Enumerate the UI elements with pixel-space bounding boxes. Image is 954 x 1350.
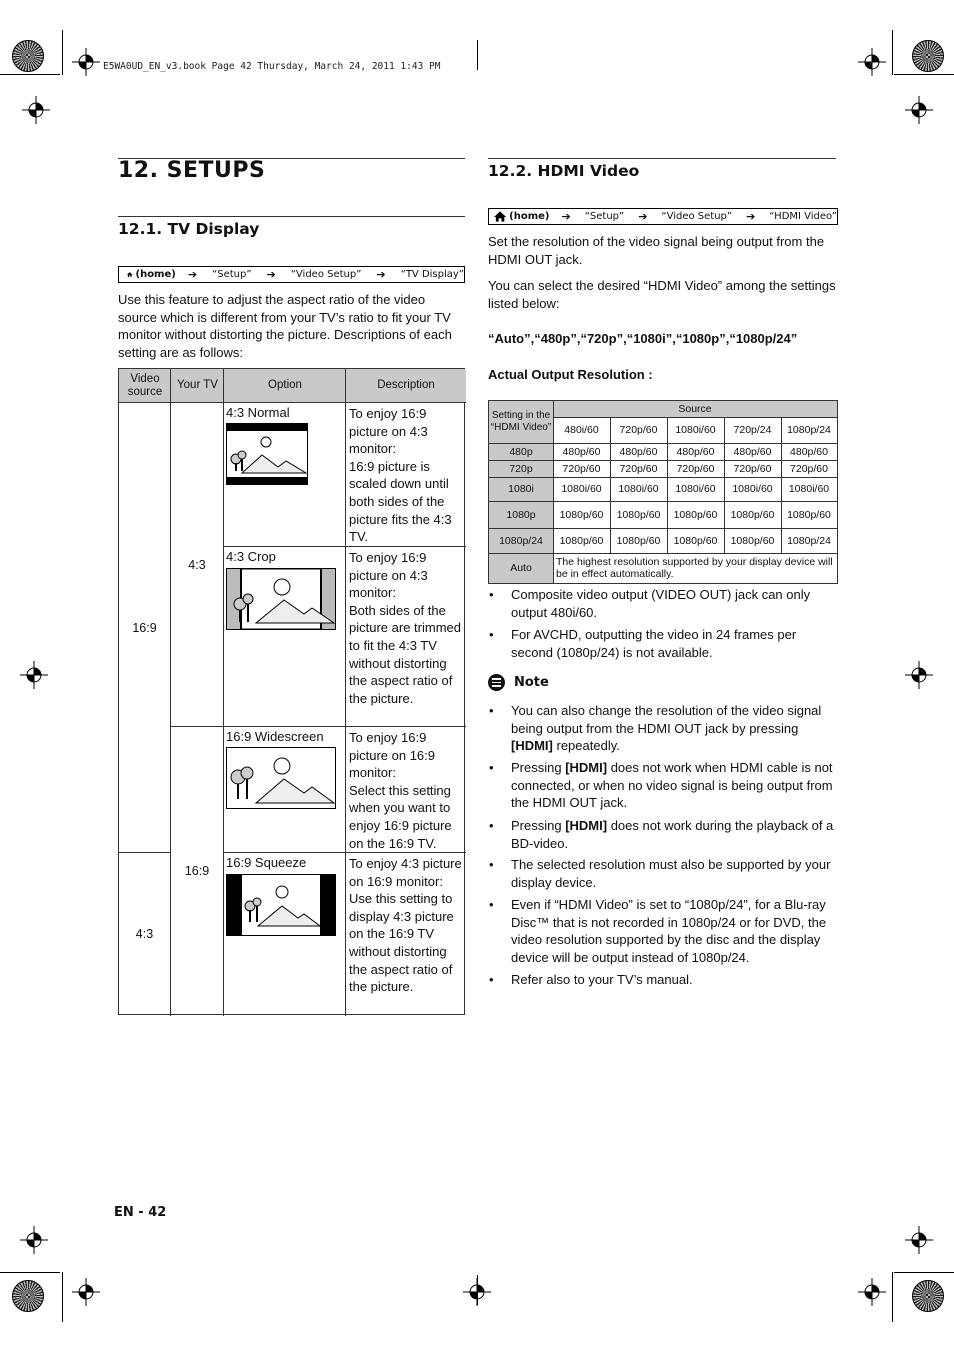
source-header: Source: [553, 401, 837, 417]
breadcrumb-setup: “Setup”: [212, 269, 252, 280]
registration-disc-icon: [12, 40, 44, 72]
table-cell: 1080p/60: [730, 508, 775, 521]
option-4-3-normal: 4:3 Normal: [226, 405, 290, 420]
list-item: • Composite video output (VIDEO OUT) jack can only output 480i/60.: [489, 587, 811, 620]
auto-description: The highest resolution supported by your display device will be in effect automatically.: [556, 556, 833, 580]
table-cell: 720p/60: [676, 462, 715, 475]
source-header-cell: 720p/60: [619, 424, 658, 436]
note-icon: [488, 674, 505, 691]
crosshair-icon: [463, 1278, 491, 1306]
breadcrumb-hdmi-video: “HDMI Video”: [769, 211, 837, 222]
table-cell: 1080p/60: [616, 508, 661, 521]
col-option: Option: [224, 369, 346, 402]
table-cell: 480p/60: [676, 445, 715, 458]
row-label: 1080p: [489, 501, 553, 528]
hdmi-settings-list: “Auto”,“480p”,“720p”,“1080i”,“1080p”,“1080p/24”: [488, 331, 798, 346]
col-your-tv: Your TV: [171, 369, 224, 402]
your-tv-4-3: 4:3: [188, 557, 206, 572]
arrow-right-icon: ➔: [638, 210, 648, 223]
note-heading: [488, 674, 549, 691]
arrow-right-icon: ➔: [561, 210, 571, 223]
arrow-right-icon: ➔: [187, 268, 198, 281]
crosshair-icon: [20, 661, 48, 689]
table-cell: 1080p/60: [559, 534, 604, 547]
actual-output-heading: Actual Output Resolution :: [488, 367, 653, 382]
table-cell: 1080p/60: [559, 508, 604, 521]
crosshair-icon: [22, 96, 50, 124]
arrow-right-icon: ➔: [376, 268, 386, 281]
list-item: • Pressing [HDMI] does not work when HDMI cable is not connected, or when no video signal is being output from the HDMI OUT jack.: [489, 760, 833, 810]
table-cell: 1080p/60: [787, 508, 831, 521]
landscape-widescreen-icon: [226, 747, 336, 809]
list-item: • Pressing [HDMI] does not work during the playback of a BD-video.: [489, 818, 834, 851]
arrow-right-icon: ➔: [746, 210, 756, 223]
list-item: • You can also change the resolution of the video signal being output from the HDMI OUT jack by pressing [HDMI] repeatedly.: [489, 703, 822, 753]
row-label: 480p: [489, 443, 553, 460]
table-cell: 1080p/60: [616, 534, 661, 547]
table-cell: 1080p/24: [787, 534, 831, 547]
table-cell: 1080i/60: [561, 483, 602, 495]
video-source-16-9: 16:9: [132, 620, 157, 635]
description-4-3-crop: To enjoy 16:9 picture on 4:3 monitor: Both sides of the picture are trimmed to fit the 4:3 TV without distorting the aspect ratio of the picture.: [349, 550, 461, 706]
arrow-right-icon: ➔: [266, 268, 276, 281]
crosshair-icon: [72, 48, 100, 76]
list-item: • The selected resolution must also be supported by your display device.: [489, 857, 831, 890]
crosshair-icon: [905, 1226, 933, 1254]
table-cell: 480p/60: [790, 445, 828, 458]
crosshair-icon: [858, 1278, 886, 1306]
option-16-9-squeeze: 16:9 Squeeze: [226, 855, 307, 870]
output-resolution-table: [488, 400, 838, 584]
registration-disc-icon: [912, 1280, 944, 1312]
breadcrumb-tv-display: “TV Display”: [400, 269, 464, 280]
breadcrumb-video-setup: “Video Setup”: [290, 269, 362, 280]
breadcrumb: [488, 208, 838, 225]
option-4-3-crop: 4:3 Crop: [226, 549, 276, 564]
breadcrumb: [118, 266, 465, 283]
breadcrumb-video-setup: “Video Setup”: [661, 211, 733, 222]
table-cell: 480p/60: [733, 445, 772, 458]
crosshair-icon: [20, 1226, 48, 1254]
list-item: • For AVCHD, outputting the video in 24 frames per second (1080p/24) is not available.: [489, 627, 797, 660]
table-cell: 1080i/60: [788, 483, 830, 495]
source-header-cell: 720p/24: [733, 424, 772, 436]
book-info-line: E5WA0UD_EN_v3.book Page 42 Thursday, March 24, 2011 1:43 PM: [103, 61, 441, 72]
table-cell: 720p/60: [733, 462, 772, 475]
page-number: EN - 42: [114, 1205, 167, 1220]
landscape-letterbox-icon: [226, 423, 308, 485]
table-corner: Setting in the “HDMI Video”: [489, 401, 553, 443]
home-icon: [494, 211, 506, 222]
crosshair-icon: [905, 661, 933, 689]
note-label: Note: [514, 675, 549, 690]
table-cell: 1080p/60: [673, 534, 718, 547]
col-description: Description: [346, 369, 466, 402]
tv-display-table: [118, 368, 465, 1015]
breadcrumb-setup: “Setup”: [584, 211, 625, 222]
registration-disc-icon: [912, 40, 944, 72]
breadcrumb-home: (home): [135, 269, 176, 280]
crosshair-icon: [72, 1278, 100, 1306]
table-cell: 1080i/60: [675, 483, 716, 495]
section-heading-tv-display: 12.1. TV Display: [118, 220, 260, 238]
crosshair-icon: [858, 48, 886, 76]
row-label: Auto: [489, 553, 553, 583]
source-header-cell: 1080p/24: [787, 424, 831, 436]
home-icon: [127, 269, 133, 280]
table-cell: 720p/60: [619, 462, 658, 475]
option-16-9-widescreen: 16:9 Widescreen: [226, 729, 324, 744]
col-video-source: Video source: [119, 369, 171, 402]
source-header-cell: 1080i/60: [675, 424, 716, 436]
section-heading-hdmi-video: 12.2. HDMI Video: [488, 162, 640, 180]
row-label: 1080p/24: [489, 528, 553, 553]
description-16-9-widescreen: To enjoy 16:9 picture on 16:9 monitor: Select this setting when you want to enjoy 16:9 picture on the 16:9 TV.: [349, 730, 452, 851]
table-cell: 1080i/60: [618, 483, 659, 495]
row-label: 1080i: [489, 477, 553, 501]
table-cell: 1080i/60: [732, 483, 773, 495]
description-4-3-normal: To enjoy 16:9 picture on 4:3 monitor: 16:9 picture is scaled down until both sides of the picture fits the 4:3 TV.: [349, 406, 452, 545]
source-header-cell: 480i/60: [564, 424, 599, 436]
your-tv-16-9: 16:9: [184, 864, 210, 878]
description-16-9-squeeze: To enjoy 4:3 picture on 16:9 monitor: Use this setting to display 4:3 picture on the 16:9 TV without distorting the aspect ratio of the picture.: [349, 856, 462, 995]
breadcrumb-home: (home): [509, 211, 550, 222]
registration-disc-icon: [12, 1280, 44, 1312]
hdmi-intro: Set the resolution of the video signal being output from the HDMI OUT jack.: [488, 234, 825, 267]
list-item: • Even if “HDMI Video” is set to “1080p/24”, for a Blu-ray Disc™ that is not recorded in 1080p/24 or for DVD, the video resolution supported by the disc and the display device will be output instead of 1080p/24.: [489, 897, 827, 965]
row-label: 720p: [489, 460, 553, 477]
video-source-4-3: 4:3: [135, 927, 154, 941]
table-cell: 720p/60: [790, 462, 828, 475]
page-title: 12. SETUPS: [118, 158, 266, 183]
table-cell: 480p/60: [562, 445, 601, 458]
landscape-pillarbox-icon: [226, 874, 336, 936]
landscape-crop-icon: [226, 568, 336, 630]
tv-display-intro: Use this feature to adjust the aspect ratio of the video source which is different from your TV’s ratio to fit your TV monitor without distorting the picture. Descriptions of each setting are as follows:: [118, 292, 452, 360]
table-cell: 720p/60: [562, 462, 601, 475]
crosshair-icon: [905, 96, 933, 124]
hdmi-select-text: You can select the desired “HDMI Video” among the settings listed below:: [488, 278, 836, 311]
table-cell: 1080p/60: [673, 508, 718, 521]
table-cell: 480p/60: [619, 445, 658, 458]
list-item: • Refer also to your TV’s manual.: [489, 972, 693, 987]
table-cell: 1080p/60: [730, 534, 775, 547]
